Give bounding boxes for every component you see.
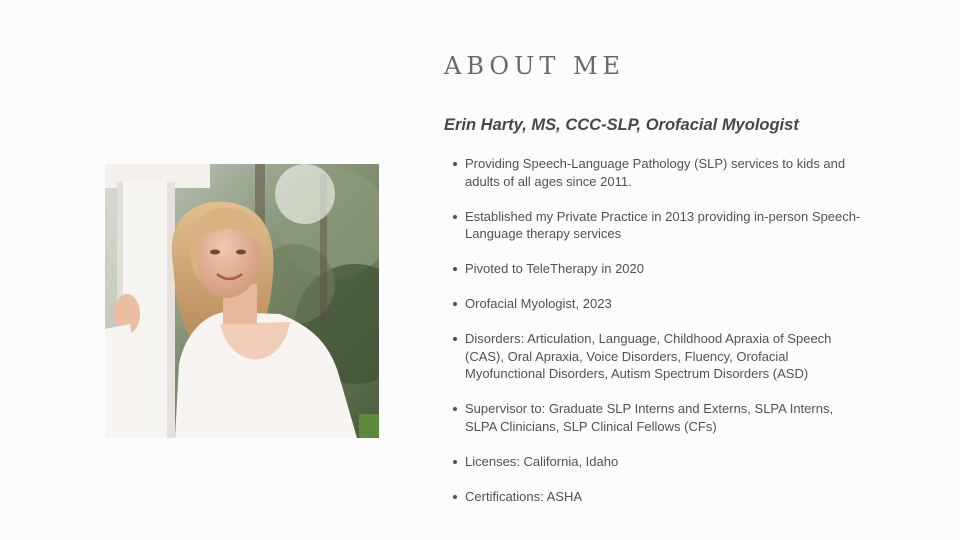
list-item: Providing Speech-Language Pathology (SLP) services to kids and adults of all ages since 2011. [451, 155, 861, 190]
list-item: Orofacial Myologist, 2023 [451, 295, 861, 313]
profile-name: Erin Harty, MS, CCC-SLP, Orofacial Myologist [444, 116, 799, 134]
profile-photo [105, 164, 379, 438]
list-item: Supervisor to: Graduate SLP Interns and Externs, SLPA Interns, SLPA Clinicians, SLP Clinical Fellows (CFs) [451, 400, 861, 435]
list-item: Pivoted to TeleTherapy in 2020 [451, 260, 861, 278]
list-item: Established my Private Practice in 2013 providing in-person Speech-Language therapy services [451, 208, 861, 243]
list-item: Disorders: Articulation, Language, Childhood Apraxia of Speech (CAS), Oral Apraxia, Voice Disorders, Fluency, Orofacial Myofunctional Disorders, Autism Spectrum Disorders (ASD) [451, 330, 861, 383]
page-title: ABOUT ME [444, 52, 626, 80]
list-item: Certifications: ASHA [451, 488, 861, 506]
bullet-list [451, 155, 861, 523]
list-item: Licenses: California, Idaho [451, 453, 861, 471]
